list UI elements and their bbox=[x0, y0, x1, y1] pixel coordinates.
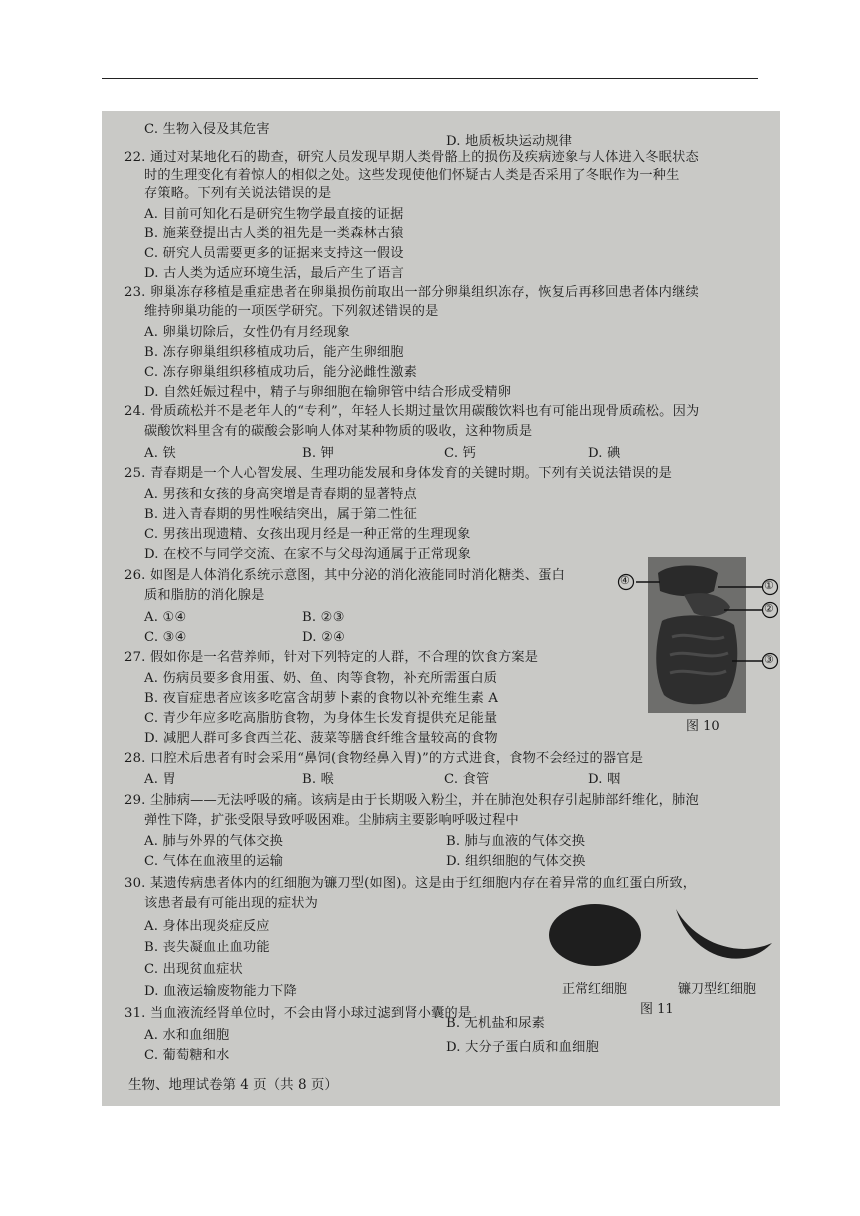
text-line-l01: C. 生物入侵及其危害 bbox=[144, 122, 270, 137]
text-line-l20: C. 钙 bbox=[444, 446, 476, 461]
normal-red-cell-shape bbox=[549, 904, 641, 966]
text-line-l36: C. 青少年应多吃高脂肪食物，为身体生长发育提供充足能量 bbox=[144, 711, 498, 726]
text-line-l25: C. 男孩出现遗精、女孩出现月经是一种正常的生理现象 bbox=[144, 527, 471, 542]
text-line-l04: 时的生理变化有着惊人的相似之处。这些发现使他们怀疑古人类是否采用了冬眠作为一种生 bbox=[144, 168, 680, 183]
text-line-l17: 碳酸饮料里含有的碳酸会影响人体对某种物质的吸收，这种物质是 bbox=[144, 424, 533, 439]
fig10-label-3: ③ bbox=[764, 653, 774, 666]
text-line-l29: A. ①④ bbox=[144, 610, 187, 625]
sickle-cell-label: 镰刀型红细胞 bbox=[678, 982, 757, 997]
text-line-l22: 25. 青春期是一个人心智发展、生理功能发展和身体发育的关键时期。下列有关说法错误的是 bbox=[124, 466, 673, 481]
text-line-l38: 28. 口腔术后患者有时会采用“鼻饲(食物经鼻入胃)”的方式进食，食物不会经过的器官是 bbox=[124, 751, 644, 766]
text-line-l46: B. 肺与血液的气体交换 bbox=[446, 834, 586, 849]
text-line-l15: D. 自然妊娠过程中，精子与卵细胞在输卵管中结合形成受精卵 bbox=[144, 385, 512, 400]
text-line-l10: 23. 卵巢冻存移植是重症患者在卵巢损伤前取出一部分卵巢组织冻存，恢复后再移回患者体内继续 bbox=[124, 285, 699, 300]
fig10-label-4: ④ bbox=[620, 574, 630, 587]
page-footer: 生物、地理试卷第 4 页（共 8 页） bbox=[128, 1077, 338, 1093]
text-line-l55: 31. 当血液流经肾单位时，不会由肾小球过滤到肾小囊的是 bbox=[124, 1006, 472, 1021]
text-line-l09: D. 古人类为适应环境生活，最后产生了语言 bbox=[144, 266, 405, 281]
text-line-l41: C. 食管 bbox=[444, 772, 490, 787]
text-line-l37: D. 减肥人群可多食西兰花、菠菜等膳食纤维含量较高的食物 bbox=[144, 731, 498, 746]
text-line-l32: D. ②④ bbox=[302, 630, 346, 645]
fig10-caption: 图 10 bbox=[686, 719, 720, 734]
text-line-l27: 26. 如图是人体消化系统示意图，其中分泌的消化液能同时消化糖类、蛋白 bbox=[124, 568, 565, 583]
text-line-l47: C. 气体在血液里的运输 bbox=[144, 854, 284, 869]
text-line-l59: D. 大分子蛋白质和血细胞 bbox=[446, 1040, 599, 1055]
text-line-l14: C. 冻存卵巢组织移植成功后，能分泌雌性激素 bbox=[144, 365, 417, 380]
text-line-l12: A. 卵巢切除后，女性仍有月经现象 bbox=[144, 325, 350, 340]
text-line-l16: 24. 骨质疏松并不是老年人的“专利”，年轻人长期过量饮用碳酸饮料也有可能出现骨质疏松。因为 bbox=[124, 404, 700, 419]
text-line-l40: B. 喉 bbox=[302, 772, 335, 787]
text-line-l30: B. ②③ bbox=[302, 610, 345, 625]
text-line-l08: C. 研究人员需要更多的证据来支持这一假设 bbox=[144, 246, 404, 261]
text-line-l11: 维持卵巢功能的一项医学研究。下列叙述错误的是 bbox=[144, 304, 439, 319]
text-line-l43: 29. 尘肺病——无法呼吸的痛。该病是由于长期吸入粉尘，并在肺泡处积存引起肺部纤维化，肺泡 bbox=[124, 793, 699, 808]
figure-10-digestive-system bbox=[614, 551, 780, 736]
text-line-l35: B. 夜盲症患者应该多吃富含胡萝卜素的食物以补充维生素 A bbox=[144, 691, 499, 706]
fig10-label-2: ② bbox=[764, 602, 774, 615]
text-line-l58: C. 葡萄糖和水 bbox=[144, 1048, 230, 1063]
text-line-l57: A. 水和血细胞 bbox=[144, 1028, 230, 1043]
normal-cell-label: 正常红细胞 bbox=[562, 982, 628, 997]
text-line-l02: D. 地质板块运动规律 bbox=[446, 134, 573, 149]
text-line-l23: A. 男孩和女孩的身高突增是青春期的显著特点 bbox=[144, 487, 417, 502]
text-line-l21: D. 碘 bbox=[588, 446, 621, 461]
blood-cell-diagram bbox=[544, 901, 780, 973]
top-rule bbox=[102, 78, 758, 79]
text-line-l13: B. 冻存卵巢组织移植成功后，能产生卵细胞 bbox=[144, 345, 404, 360]
text-line-l51: A. 身体出现炎症反应 bbox=[144, 919, 270, 934]
text-line-l28: 质和脂肪的消化腺是 bbox=[144, 588, 265, 603]
text-line-l26: D. 在校不与同学交流、在家不与父母沟通属于正常现象 bbox=[144, 547, 471, 562]
fig11-caption: 图 11 bbox=[640, 1002, 674, 1017]
text-line-l56: B. 无机盐和尿素 bbox=[446, 1016, 545, 1031]
text-line-l54: D. 血液运输废物能力下降 bbox=[144, 984, 297, 999]
text-line-l19: B. 钾 bbox=[302, 446, 335, 461]
exam-page-photo bbox=[102, 111, 780, 1106]
text-line-l05: 存策略。下列有关说法错误的是 bbox=[144, 186, 332, 201]
figure-11-red-blood-cells bbox=[544, 901, 780, 1017]
sickle-red-cell-shape bbox=[676, 909, 772, 959]
text-line-l18: A. 铁 bbox=[144, 446, 176, 461]
text-line-l49: 30. 某遗传病患者体内的红细胞为镰刀型(如图)。这是由于红细胞内存在着异常的血红蛋白所致， bbox=[124, 876, 697, 891]
text-line-l44: 弹性下降，扩张受限导致呼吸困难。尘肺病主要影响呼吸过程中 bbox=[144, 813, 519, 828]
text-line-l48: D. 组织细胞的气体交换 bbox=[446, 854, 586, 869]
text-line-l34: A. 伤病员要多食用蛋、奶、鱼、肉等食物，补充所需蛋白质 bbox=[144, 671, 498, 686]
text-line-l42: D. 咽 bbox=[588, 772, 621, 787]
digestive-system-diagram bbox=[614, 551, 780, 736]
text-line-l50: 该患者最有可能出现的症状为 bbox=[144, 896, 319, 911]
text-line-l06: A. 目前可知化石是研究生物学最直接的证据 bbox=[144, 207, 404, 222]
fig10-label-1: ① bbox=[764, 579, 774, 592]
text-line-l33: 27. 假如你是一名营养师，针对下列特定的人群，不合理的饮食方案是 bbox=[124, 650, 539, 665]
text-line-l52: B. 丧失凝血止血功能 bbox=[144, 940, 270, 955]
text-line-l24: B. 进入青春期的男性喉结突出，属于第二性征 bbox=[144, 507, 418, 522]
text-line-l07: B. 施莱登提出古人类的祖先是一类森林古猿 bbox=[144, 226, 404, 241]
text-line-l03: 22. 通过对某地化石的勘查，研究人员发现早期人类骨骼上的损伤及疾病迹象与人体进入冬眠状态 bbox=[124, 150, 699, 165]
text-line-l53: C. 出现贫血症状 bbox=[144, 962, 243, 977]
text-line-l45: A. 肺与外界的气体交换 bbox=[144, 834, 283, 849]
text-line-l39: A. 胃 bbox=[144, 772, 176, 787]
text-line-l31: C. ③④ bbox=[144, 630, 187, 645]
